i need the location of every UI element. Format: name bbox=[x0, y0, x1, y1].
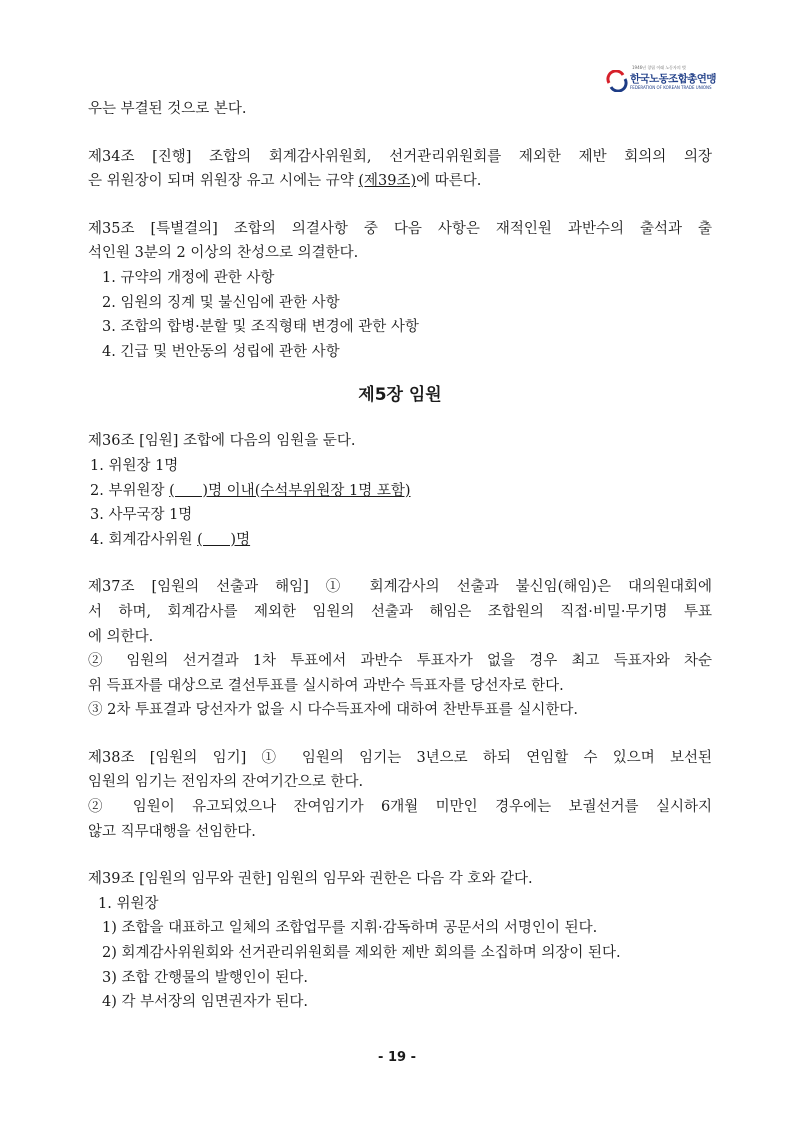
text-line: 제37조 [임원의 선출과 해임] ① 회계감사의 선출과 불신임(해임)은 대의원대회에 bbox=[88, 579, 712, 596]
article-37 bbox=[88, 575, 712, 723]
document-body bbox=[88, 97, 712, 1015]
sub-list-item: 2) 회계감사위원회와 선거관리위원회를 제외한 제반 회의를 소집하며 의장이 된다. bbox=[102, 945, 621, 962]
text-line: 은 위원장이 되며 위원장 유고 시에는 규약 (제39조)에 따른다. bbox=[88, 173, 482, 190]
list-item: 2. 부위원장 ( )명 이내(수석부위원장 1명 포함) bbox=[90, 482, 411, 499]
text-line: 에 의한다. bbox=[88, 628, 154, 645]
text-line: 제39조 [임원의 임무와 권한] 임원의 임무와 권한은 다음 각 호와 같다. bbox=[88, 871, 533, 888]
text-line: 제38조 [임원의 임기] ① 임원의 임기는 3년으로 하되 연임할 수 있으며 보선된 bbox=[88, 749, 712, 766]
logo-org-name-english: FEDERATION OF KOREAN TRADE UNIONS bbox=[630, 85, 712, 90]
text-line: ② 임원이 유고되었으나 잔여임기가 6개월 미만인 경우에는 보궐선거를 실시하지 bbox=[88, 799, 712, 816]
text-line: 석인원 3분의 2 이상의 찬성으로 의결한다. bbox=[88, 245, 359, 262]
org-logo bbox=[606, 62, 716, 96]
article-36 bbox=[88, 429, 712, 552]
text-line: 서 하며, 회계감사를 제외한 임원의 선출과 해임은 조합원의 직접·비밀·무기명 투표 bbox=[88, 603, 712, 620]
text-line: 우는 부결된 것으로 본다. bbox=[88, 101, 247, 117]
list-item: 4. 회계감사위원 ( )명 bbox=[90, 531, 251, 548]
article-35 bbox=[88, 217, 712, 365]
article-38 bbox=[88, 746, 712, 844]
text-line: 않고 직무대행을 선임한다. bbox=[88, 823, 256, 840]
union-emblem-icon bbox=[606, 70, 628, 92]
logo-tagline: 1946년 창립 이래 노동자의 벗 bbox=[632, 65, 686, 70]
chapter-title: 제5장 임원 bbox=[358, 385, 442, 406]
text-line: 임원의 임기는 전임자의 잔여기간으로 한다. bbox=[88, 774, 364, 791]
list-item: 4. 긴급 및 번안동의 성립에 관한 사항 bbox=[102, 343, 340, 360]
article-39 bbox=[88, 867, 712, 1015]
list-item: 3. 사무국장 1명 bbox=[90, 507, 193, 524]
blank-count-field: ( )명 이내(수석부위원장 1명 포함) bbox=[169, 482, 411, 499]
sub-list-item: 4) 각 부서장의 임면권자가 된다. bbox=[102, 994, 309, 1011]
text-line: ③ 2차 투표결과 당선자가 없을 시 다수득표자에 대하여 찬반투표를 실시한다. bbox=[88, 702, 579, 719]
page-number: - 19 - bbox=[378, 1050, 416, 1065]
list-item: 1. 위원장 1명 bbox=[90, 457, 179, 474]
text-line: 제34조 [진행] 조합의 회계감사위원회, 선거관리위원회를 제외한 제반 회의의 의장 bbox=[88, 148, 712, 165]
sub-list-item: 1) 조합을 대표하고 일체의 조합업무를 지휘·감독하며 공문서의 서명인이 된다. bbox=[102, 920, 598, 937]
sub-list-item: 3) 조합 간행물의 발행인이 된다. bbox=[102, 969, 309, 986]
text-line: ② 임원의 선거결과 1차 투표에서 과반수 투표자가 없을 경우 최고 득표자와 차순 bbox=[88, 653, 712, 670]
text-line: 위 득표자를 대상으로 결선투표를 실시하여 과반수 득표자를 당선자로 한다. bbox=[88, 677, 564, 694]
logo-org-name: 한국노동조합총연맹 bbox=[630, 73, 716, 85]
article-34 bbox=[88, 145, 712, 194]
list-item: 2. 임원의 징계 및 불신임에 관한 사항 bbox=[102, 294, 340, 311]
list-item: 3. 조합의 합병·분할 및 조직형태 변경에 관한 사항 bbox=[102, 319, 419, 336]
list-item: 1. 위원장 bbox=[98, 895, 159, 912]
blank-count-field: ( )명 bbox=[197, 531, 251, 548]
text-line: 제36조 [임원] 조합에 다음의 임원을 둔다. bbox=[88, 433, 356, 450]
article-reference-link: (제39조) bbox=[358, 173, 417, 190]
text-line: 제35조 [특별결의] 조합의 의결사항 중 다음 사항은 재적인원 과반수의 출석과 출 bbox=[88, 220, 712, 237]
list-item: 1. 규약의 개정에 관한 사항 bbox=[102, 269, 275, 286]
